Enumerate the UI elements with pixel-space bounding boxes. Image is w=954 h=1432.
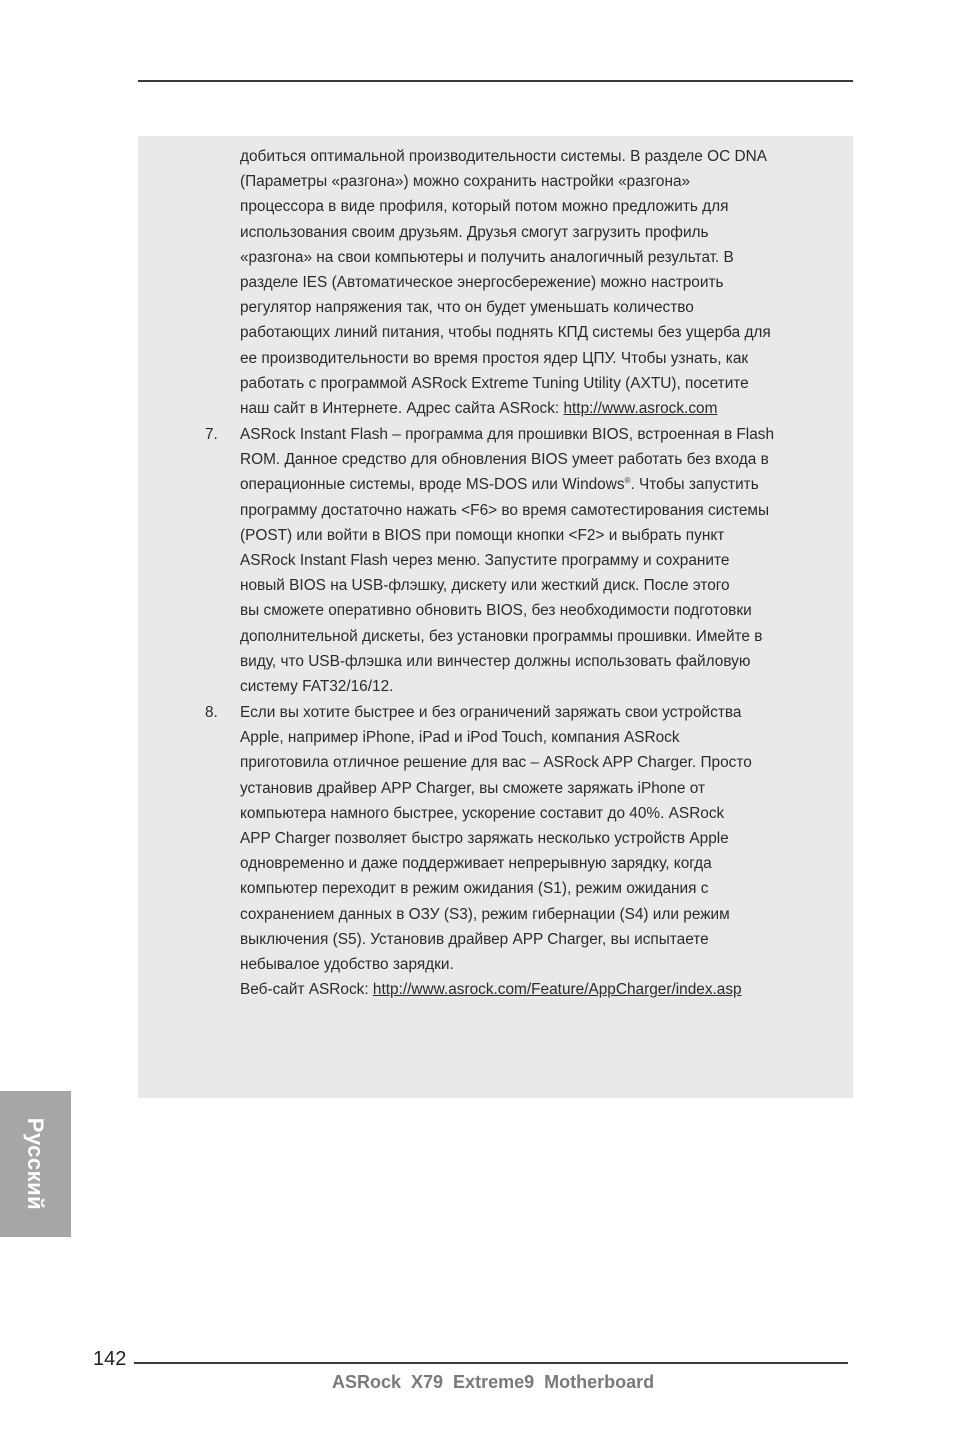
top-rule [138,80,853,82]
app-charger-link[interactable]: http://www.asrock.com/Feature/AppCharger/index.asp [372,981,742,999]
text-line: приготовила отличное решение для вас – ASRock APP Charger. Просто [240,754,752,772]
site-label: Веб-сайт ASRock: [240,981,373,999]
text-line: «разгона» на свои компьютеры и получить аналогичный результат. В [240,248,734,266]
text-line: добиться оптимальной производительности системы. В разделе OC DNA [240,148,767,165]
text-line: регулятор напряжения так, что он будет уменьшать количество [240,299,694,317]
list-item-app-charger [240,700,830,1002]
list-number-8: 8. [205,704,218,721]
page-number: 142 [93,1348,127,1370]
text-line: установив драйвер APP Charger, вы сможете заряжать iPhone от [240,779,706,797]
registered-mark: ® [624,476,631,486]
text-line: систему FAT32/16/12. [240,678,394,696]
text-line: (POST) или войти в BIOS при помощи кнопки <F2> и выбрать пункт [240,526,725,544]
asrock-website-link[interactable]: http://www.asrock.com [563,400,718,418]
text-line: виду, что USB-флэшка или винчестер должны использовать файловую [240,652,751,670]
text-line [240,396,830,421]
text-line: Если вы хотите быстрее и без ограничений заряжать свои устройства [240,704,742,721]
text-line: новый BIOS на USB-флэшку, дискету или жесткий диск. После этого [240,577,730,595]
text-line: вы сможете оперативно обновить BIOS, без необходимости подготовки [240,602,752,620]
text-line: ее производительности во время простоя ядер ЦПУ. Чтобы узнать, как [240,349,749,367]
text-line: программу достаточно нажать <F6> во время самотестирования системы [240,501,770,519]
text-line: компьютер переходит в режим ожидания (S1), режим ожидания с [240,880,709,898]
text-line [240,472,830,497]
continuation-paragraph [240,144,830,421]
text-line: процессора в виде профиля, который потом можно предложить для [240,198,729,216]
text-line [240,977,830,1002]
text-line: ASRock Instant Flash через меню. Запустите программу и сохраните [240,552,730,570]
list-number-7: 7. [205,426,218,443]
bottom-rule [134,1362,848,1364]
text-line: работать с программой ASRock Extreme Tuning Utility (AXTU), посетите [240,374,749,392]
text-line: компьютера намного быстрее, ускорение составит до 40%. ASRock [240,804,725,822]
text-segment: операционные системы, вроде MS-DOS или Windows [240,476,625,494]
text-segment: . Чтобы запустить [630,476,759,494]
text-line: одновременно и даже поддерживает непрерывную зарядку, когда [240,855,712,873]
language-tab-label: Русский [23,1117,48,1211]
text-line: ASRock Instant Flash – программа для прошивки BIOS, встроенная в Flash [240,426,775,443]
text-line: использования своим друзьям. Друзья смогут загрузить профиль [240,223,709,241]
text-line: разделе IES (Автоматическое энергосбережение) можно настроить [240,274,724,292]
footer-title: ASRock X79 Extreme9 Motherboard [332,1372,655,1392]
text-line: APP Charger позволяет быстро заряжать несколько устройств Apple [240,830,729,848]
language-tab [0,1091,71,1237]
list-item-instant-flash [240,422,830,699]
text-line: сохранением данных в ОЗУ (S3), режим гибернации (S4) или режим [240,905,730,923]
address-label: наш сайт в Интернете. Адрес сайта ASRock: [240,400,564,418]
text-line: выключения (S5). Установив драйвер APP Charger, вы испытаете [240,930,709,948]
text-line: работающих линий питания, чтобы поднять КПД системы без ущерба для [240,324,771,342]
text-line: (Параметры «разгона») можно сохранить настройки «разгона» [240,173,691,191]
text-line: дополнительной дискеты, без установки программы прошивки. Имейте в [240,627,763,645]
text-line: ROM. Данное средство для обновления BIOS умеет работать без входа в [240,451,769,469]
text-line: небывалое удобство зарядки. [240,956,454,974]
text-line: Apple, например iPhone, iPad и iPod Touch, компания ASRock [240,729,680,747]
